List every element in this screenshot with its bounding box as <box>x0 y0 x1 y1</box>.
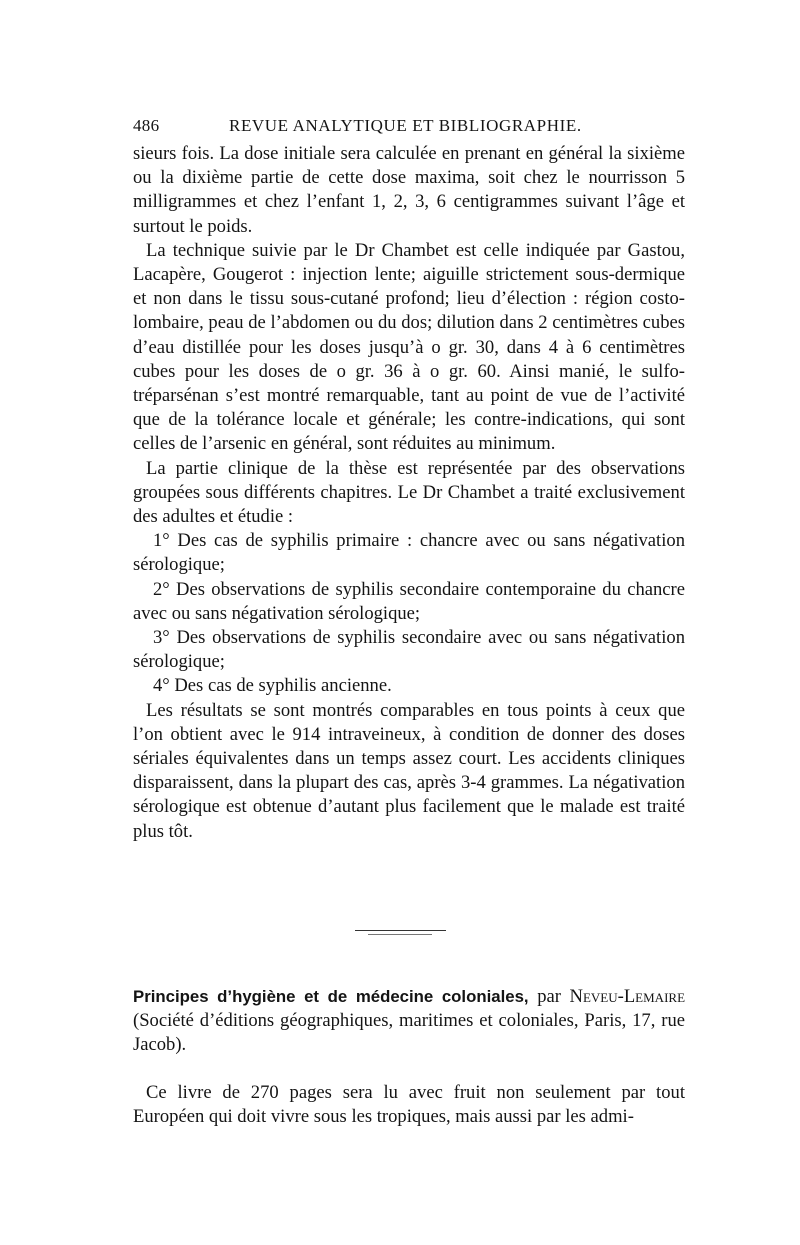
review-author: Neveu-Lemaire <box>569 986 686 1007</box>
paragraph: La partie clinique de la thèse est représentée par des observations groupées sous différents chapitres. Le Dr Chambet a traité exclusivement des adultes et étudie : <box>133 457 685 528</box>
main-text <box>133 142 685 844</box>
review-by: par <box>537 986 561 1007</box>
paragraph: Ce livre de 270 pages sera lu avec fruit non seulement par tout Européen qui doit vivre sous les tropiques, mais aussi par les admi- <box>133 1082 685 1128</box>
list-item: 3° Des observations de syphilis secondaire avec ou sans négativation sérologique; <box>133 627 685 673</box>
list-item: 1° Des cas de syphilis primaire : chancre avec ou sans négativation sérologique; <box>133 530 685 576</box>
review-publisher: (Société d’éditions géographiques, maritimes et coloniales, Paris, 17, rue Jacob). <box>133 1010 685 1056</box>
list-item: 2° Des observations de syphilis secondaire contemporaine du chancre avec ou sans négativation sérologique; <box>133 578 685 624</box>
review-title: Principes d’hygiène et de médecine coloniales, <box>133 987 529 1006</box>
list-item: 4° Des cas de syphilis ancienne. <box>153 675 392 697</box>
review-entry <box>133 985 685 1058</box>
running-title: REVUE ANALYTIQUE ET BIBLIOGRAPHIE. <box>229 116 582 135</box>
paragraph: La technique suivie par le Dr Chambet est celle indiquée par Gastou, Lacapère, Gougerot : injection lente; aiguille strictement sous-dermique et non dans le tissu sous-cutané profond; lieu d’élection : région costo-lombaire, peau de l’abdomen ou du dos; dilution dans 2 centimètres cubes d’eau distillée pour les doses jusqu’à o gr. 30, dans 4 à 6 centimètres cubes pour les doses de o gr. 36 à o gr. 60. Ainsi manié, le sulfo-tréparsénan s’est montré remarquable, tant au point de vue de l’activité que de la tolérance locale et générale; les contre-indications, qui sont celles de l’arsenic en général, sont réduites au minimum. <box>133 239 685 455</box>
page-number: 486 <box>133 116 160 135</box>
section-divider <box>355 930 446 931</box>
section-divider-inner <box>368 934 432 935</box>
paragraph: sieurs fois. La dose initiale sera calculée en prenant en général la sixième ou la dixième partie de cette dose maxima, soit chez le nourrisson 5 milligrammes et chez l’enfant 1, 2, 3, 6 centigrammes suivant l’âge et surtout le poids. <box>133 143 685 237</box>
paragraph: Les résultats se sont montrés comparables en tous points à ceux que l’on obtient avec le 914 intraveineux, à condition de donner des doses sériales équivalentes dans un temps assez court. Les accidents cliniques disparaissent, dans la plupart des cas, après 3-4 grammes. La négativation sérologique est obtenue d’autant plus facilement que le malade est traité plus tôt. <box>133 699 685 842</box>
closing-text <box>133 1081 685 1129</box>
